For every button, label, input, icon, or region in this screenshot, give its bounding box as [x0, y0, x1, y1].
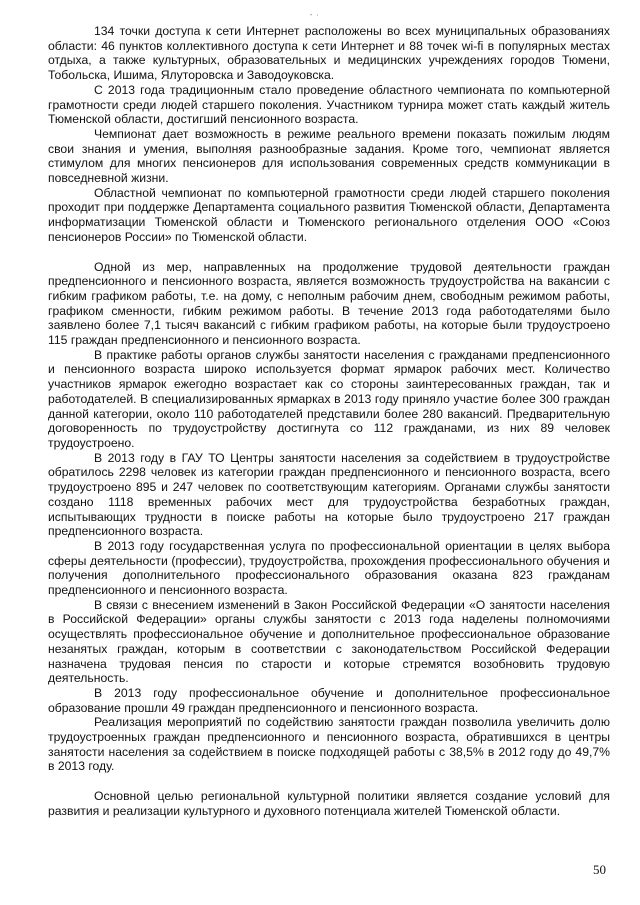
paragraph-employment-centers: В 2013 году в ГАУ ТО Центры занятости населения за содействием в трудоустройстве обратилось 2298 человек из категории граждан предпенсионного и пенсионного возраста, всего трудоустроено 895 и 247 человек по соответствующим категориям. Органами службы занятости создано 1118 временных рабочих мест для трудоустройства безработных граждан, испытывающих трудности в поиске работы на которые было трудоустроено 217 граждан предпенсионного возраста.	[48, 450, 610, 539]
paragraph-job-fairs: В практике работы органов службы занятости населения с гражданами предпенсионного и пенсионного возраста широко используется формат ярмарок рабочих мест. Количество участников ярмарок ежегодно возрастает как со стороны заинтересованных граждан, так и работодателей. В специализированных ярмарках в 2013 году приняло участие более 300 граждан данной категории, около 110 работодателей представили более 280 вакансий. Предварительную договоренность по трудоустройству достигнута со 112 гражданами, из них 89 человек трудоустроено.	[48, 347, 610, 450]
page-number: 50	[593, 862, 606, 877]
paragraph-law-changes: В связи с внесением изменений в Закон Российской Федерации «О занятости населения в Российской Федерации» органы службы занятости с 2013 года наделены полномочиями осуществлять профессиональное обучение и дополнительное профессиональное образование незанятых граждан, которым в соответствии с законодательством Российской Федерации назначена трудовая пенсия по старости и которые стремятся возобновить трудовую деятельность.	[48, 597, 610, 686]
document-body	[48, 24, 610, 819]
paragraph-championship-support: Областной чемпионат по компьютерной грамотности среди людей старшего поколения проходит при поддержке Департамента социального развития Тюменской области, Департамента информатизации Тюменской области и Тюменского регионального отделения ООО «Союз пенсионеров России» по Тюменской области.	[48, 185, 610, 244]
paragraph-championship-opportunity: Чемпионат дает возможность в режиме реального времени показать пожилым людям свои знания и умения, выполняя разнообразные задания. Кроме того, чемпионат является стимулом для многих пенсионеров для использования современных средств коммуникации в повседневной жизни.	[48, 126, 610, 186]
paragraph-employment-results: Реализация мероприятий по содействию занятости граждан позволила увеличить долю трудоустроенных граждан предпенсионного и пенсионного возраста, обратившихся в центры занятости населения за содействием в поиске подходящей работы с 38,5% в 2012 году до 49,7% в 2013 году.	[48, 715, 610, 774]
top-mark: - ·	[310, 12, 320, 19]
paragraph-internet-access: 134 точки доступа к сети Интернет расположены во всех муниципальных образованиях области: 46 пунктов коллективного доступа к сети Интернет и 88 точек wi-fi в популярных местах отдыха, а также культурных, образовательных и медицинских учреждениях городов Тюмени, Тобольска, Ишима, Ялуторовска и Заводоуковска.	[48, 24, 610, 83]
paragraph-flexible-vacancies: Одной из мер, направленных на продолжение трудовой деятельности граждан предпенсионного и пенсионного возраста, является возможность трудоустройства на вакансии с гибким графиком работы, т.е. на дому, с неполным рабочим днем, свободным режимом работы, графиком сменности, гибким режимом работы. В течение 2013 года работодателями было заявлено более 7,1 тысяч вакансий с гибким графиком работы, на которые были трудоустроено 115 граждан предпенсионного и пенсионного возраста.	[48, 259, 610, 348]
section-gap	[48, 245, 610, 260]
paragraph-championship-intro: С 2013 года традиционным стало проведение областного чемпионата по компьютерной грамотности среди людей старшего поколения. Участником турнира может стать каждый житель Тюменской области, достигший пенсионного возраста.	[48, 82, 610, 127]
paragraph-training: В 2013 году профессиональное обучение и дополнительное профессиональное образование прошли 49 граждан предпенсионного и пенсионного возраста.	[48, 685, 610, 715]
paragraph-career-guidance: В 2013 году государственная услуга по профессиональной ориентации в целях выбора сферы деятельности (профессии), трудоустройства, прохождения профессионального обучения и получения дополнительного профессионального образования оказана 823 гражданам предпенсионного и пенсионного возраста.	[48, 538, 610, 598]
paragraph-cultural-policy: Основной целью региональной культурной политики является создание условий для развития и реализации культурного и духовного потенциала жителей Тюменской области.	[48, 789, 610, 818]
section-gap	[48, 774, 610, 789]
